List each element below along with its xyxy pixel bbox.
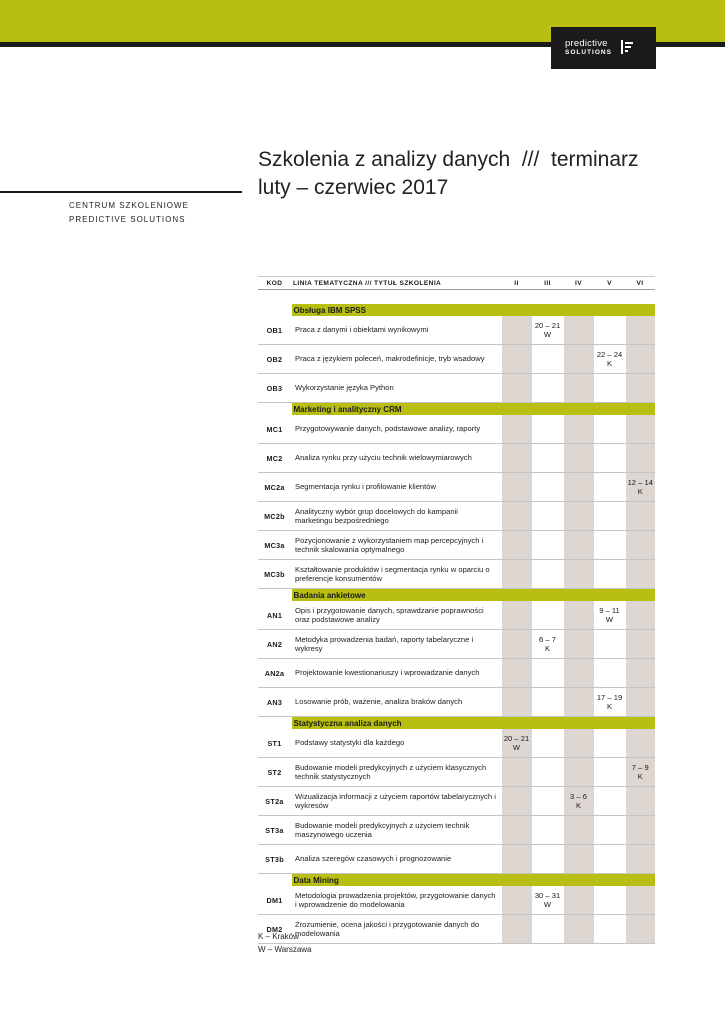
course-title: Pozycjonowanie z wykorzystaniem map percepcyjnych i technik skalowania optymalnego <box>291 531 501 560</box>
schedule-cell <box>625 659 655 688</box>
schedule-cell <box>625 560 655 589</box>
schedule-cell <box>563 659 594 688</box>
course-code: AN2a <box>258 659 291 688</box>
course-code: MC2 <box>258 444 291 473</box>
side-rule <box>0 191 242 193</box>
table-row <box>258 787 655 816</box>
schedule-cell <box>594 502 625 531</box>
schedule-cell <box>625 316 655 345</box>
side-label-line-2: PREDICTIVE SOLUTIONS <box>69 215 186 224</box>
legend-warszawa: W – Warszawa <box>258 945 312 954</box>
schedule-cell <box>563 816 594 845</box>
schedule-cell <box>501 915 532 944</box>
schedule-cell <box>625 729 655 758</box>
schedule-cell <box>563 688 594 717</box>
schedule-cell <box>532 816 563 845</box>
table-row <box>258 915 655 944</box>
schedule-cell <box>594 531 625 560</box>
schedule-cell <box>532 415 563 444</box>
schedule-cell <box>563 531 594 560</box>
course-code: AN3 <box>258 688 291 717</box>
schedule-cell <box>532 787 563 816</box>
course-title: Opis i przygotowanie danych, sprawdzanie poprawności oraz podstawowe analizy <box>291 601 501 630</box>
schedule-cell <box>594 787 625 816</box>
schedule-cell: 17 – 19 K <box>594 688 625 717</box>
schedule-cell <box>563 415 594 444</box>
schedule-cell <box>563 560 594 589</box>
course-title: Wykorzystanie języka Python <box>291 374 501 403</box>
schedule-cell <box>594 659 625 688</box>
header-month-v: V <box>594 277 625 290</box>
course-code: MC2b <box>258 502 291 531</box>
side-label <box>69 199 189 227</box>
schedule-cell: 20 – 21 W <box>501 729 532 758</box>
schedule-cell <box>563 915 594 944</box>
schedule-cell <box>594 473 625 502</box>
schedule-cell <box>532 531 563 560</box>
schedule-cell <box>594 374 625 403</box>
table-row <box>258 601 655 630</box>
schedule-cell <box>594 560 625 589</box>
course-title: Budowanie modeli predykcyjnych z użyciem klasycznych technik statystycznych <box>291 758 501 787</box>
schedule-cell <box>563 345 594 374</box>
schedule-cell <box>532 374 563 403</box>
category-spacer <box>258 589 291 602</box>
brand-line-1: predictive <box>565 38 608 49</box>
course-title: Praca z językiem poleceń, makrodefinicje, tryb wsadowy <box>291 345 501 374</box>
schedule-cell <box>625 374 655 403</box>
course-code: ST3a <box>258 816 291 845</box>
header-kod: KOD <box>258 277 291 290</box>
brand-line-2: SOLUTIONS <box>565 49 612 56</box>
course-title: Kształtowanie produktów i segmentacja rynku w oparciu o preferencje konsumentów <box>291 560 501 589</box>
schedule-cell <box>594 729 625 758</box>
schedule-cell <box>594 816 625 845</box>
schedule-cell <box>594 316 625 345</box>
table-row <box>258 345 655 374</box>
schedule-cell: 12 – 14 K <box>625 473 655 502</box>
table-row <box>258 729 655 758</box>
header-name: LINIA TEMATYCZNA /// TYTUŁ SZKOLENIA <box>291 277 501 290</box>
schedule-cell <box>625 601 655 630</box>
course-title: Metodologia prowadzenia projektów, przygotowanie danych i wprowadzenie do modelowania <box>291 886 501 915</box>
schedule-cell <box>501 473 532 502</box>
table-row <box>258 560 655 589</box>
table-row <box>258 316 655 345</box>
course-code: AN2 <box>258 630 291 659</box>
schedule-cell: 9 – 11 W <box>594 601 625 630</box>
table-row <box>258 374 655 403</box>
schedule-cell <box>563 374 594 403</box>
schedule-cell <box>501 845 532 874</box>
schedule-cell: 20 – 21 W <box>532 316 563 345</box>
schedule-cell <box>563 473 594 502</box>
schedule-cell: 7 – 9 K <box>625 758 655 787</box>
table-row <box>258 415 655 444</box>
category-label: Obsługa IBM SPSS <box>291 304 655 316</box>
course-code: ST1 <box>258 729 291 758</box>
course-code: DM1 <box>258 886 291 915</box>
legend-krakow: K – Kraków <box>258 932 299 941</box>
category-spacer <box>258 874 291 887</box>
course-title: Analityczny wybór grup docelowych do kampanii marketingu bezpośredniego <box>291 502 501 531</box>
table-row <box>258 886 655 915</box>
schedule-cell <box>594 630 625 659</box>
schedule-cell <box>501 659 532 688</box>
course-title: Segmentacja rynku i profilowanie klientów <box>291 473 501 502</box>
course-code: ST2a <box>258 787 291 816</box>
course-code: ST3b <box>258 845 291 874</box>
schedule-cell <box>501 630 532 659</box>
schedule-table <box>258 276 655 944</box>
category-row <box>258 403 655 416</box>
schedule-cell <box>625 816 655 845</box>
course-title: Metodyka prowadzenia badań, raporty tabelaryczne i wykresy <box>291 630 501 659</box>
table-row <box>258 758 655 787</box>
category-row <box>258 304 655 316</box>
schedule-cell <box>625 845 655 874</box>
course-code: MC2a <box>258 473 291 502</box>
table-row <box>258 473 655 502</box>
schedule-cell <box>563 630 594 659</box>
schedule-cell <box>563 886 594 915</box>
table-row <box>258 816 655 845</box>
table-row <box>258 502 655 531</box>
table-spacer <box>258 290 655 305</box>
table-row <box>258 845 655 874</box>
table-row <box>258 659 655 688</box>
category-label: Data Mining <box>291 874 655 887</box>
schedule-cell: 3 – 6 K <box>563 787 594 816</box>
table-row <box>258 688 655 717</box>
page-title <box>258 146 639 202</box>
legend <box>258 930 312 956</box>
course-title: Analiza szeregów czasowych i prognozowanie <box>291 845 501 874</box>
category-spacer <box>258 717 291 730</box>
schedule-cell: 30 – 31 W <box>532 886 563 915</box>
header-month-vi: VI <box>625 277 655 290</box>
course-title: Praca z danymi i obiektami wynikowymi <box>291 316 501 345</box>
side-label-line-1: CENTRUM SZKOLENIOWE <box>69 201 189 210</box>
schedule-cell <box>501 886 532 915</box>
schedule-cell <box>532 345 563 374</box>
table-row <box>258 444 655 473</box>
schedule-cell <box>625 444 655 473</box>
schedule-cell <box>501 787 532 816</box>
table-body <box>258 290 655 944</box>
schedule-cell <box>563 601 594 630</box>
schedule-cell <box>625 345 655 374</box>
schedule-cell <box>532 473 563 502</box>
schedule-cell <box>532 659 563 688</box>
course-code: OB2 <box>258 345 291 374</box>
schedule-cell <box>563 758 594 787</box>
schedule-cell <box>532 601 563 630</box>
schedule-cell <box>594 758 625 787</box>
category-label: Badania ankietowe <box>291 589 655 602</box>
category-spacer <box>258 403 291 416</box>
schedule-cell <box>625 787 655 816</box>
schedule-cell <box>532 502 563 531</box>
header-month-iv: IV <box>563 277 594 290</box>
schedule-cell <box>532 729 563 758</box>
brand-logo <box>551 27 656 69</box>
page-title-line-1: Szkolenia z analizy danych /// terminarz <box>258 148 639 171</box>
schedule-cell <box>532 560 563 589</box>
schedule-cell <box>501 688 532 717</box>
schedule-cell <box>532 444 563 473</box>
schedule-cell <box>594 444 625 473</box>
schedule-cell <box>501 374 532 403</box>
schedule-cell <box>625 886 655 915</box>
schedule-cell <box>563 729 594 758</box>
course-title: Wizualizacja informacji z użyciem raportów tabelarycznych i wykresów <box>291 787 501 816</box>
schedule-cell <box>625 415 655 444</box>
schedule-cell <box>625 531 655 560</box>
schedule-cell <box>532 915 563 944</box>
schedule-cell <box>625 630 655 659</box>
schedule-cell <box>501 502 532 531</box>
schedule-cell <box>501 444 532 473</box>
course-code: MC1 <box>258 415 291 444</box>
category-label: Statystyczna analiza danych <box>291 717 655 730</box>
course-code: MC3b <box>258 560 291 589</box>
schedule-cell <box>532 845 563 874</box>
schedule-cell: 22 – 24 K <box>594 345 625 374</box>
category-row <box>258 874 655 887</box>
schedule-cell <box>625 688 655 717</box>
category-spacer <box>258 304 291 316</box>
table-row <box>258 531 655 560</box>
page-title-line-2: luty – czerwiec 2017 <box>258 176 449 199</box>
schedule-cell <box>563 316 594 345</box>
course-title: Analiza rynku przy użyciu technik wielowymiarowych <box>291 444 501 473</box>
schedule-cell <box>501 345 532 374</box>
schedule-cell <box>625 502 655 531</box>
schedule-cell <box>594 915 625 944</box>
category-row <box>258 717 655 730</box>
schedule-cell <box>563 444 594 473</box>
category-label: Marketing i analityczny CRM <box>291 403 655 416</box>
schedule-cell <box>594 845 625 874</box>
course-code: AN1 <box>258 601 291 630</box>
schedule-cell <box>501 316 532 345</box>
course-title: Przygotowywanie danych, podstawowe analizy, raporty <box>291 415 501 444</box>
course-code: ST2 <box>258 758 291 787</box>
brand-mark-icon <box>621 40 633 54</box>
schedule-cell <box>594 415 625 444</box>
schedule-cell <box>501 816 532 845</box>
schedule-table-wrap <box>258 276 655 944</box>
table-header-row <box>258 277 655 290</box>
schedule-cell <box>532 758 563 787</box>
course-title: Projektowanie kwestionariuszy i wprowadzanie danych <box>291 659 501 688</box>
schedule-cell <box>563 502 594 531</box>
course-title: Zrozumienie, ocena jakości i przygotowanie danych do modelowania <box>291 915 501 944</box>
course-code: OB3 <box>258 374 291 403</box>
course-title: Budowanie modeli predykcyjnych z użyciem technik maszynowego uczenia <box>291 816 501 845</box>
course-title: Losowanie prób, ważenie, analiza braków danych <box>291 688 501 717</box>
schedule-cell <box>563 845 594 874</box>
schedule-cell <box>501 601 532 630</box>
course-title: Podstawy statystyki dla każdego <box>291 729 501 758</box>
course-code: DM2 <box>258 915 291 944</box>
schedule-cell <box>501 415 532 444</box>
schedule-cell: 6 – 7 K <box>532 630 563 659</box>
header-month-iii: III <box>532 277 563 290</box>
schedule-cell <box>501 531 532 560</box>
table-row <box>258 630 655 659</box>
schedule-cell <box>501 758 532 787</box>
schedule-cell <box>501 560 532 589</box>
category-row <box>258 589 655 602</box>
schedule-cell <box>625 915 655 944</box>
course-code: MC3a <box>258 531 291 560</box>
schedule-cell <box>532 688 563 717</box>
header-month-ii: II <box>501 277 532 290</box>
schedule-cell <box>594 886 625 915</box>
course-code: OB1 <box>258 316 291 345</box>
